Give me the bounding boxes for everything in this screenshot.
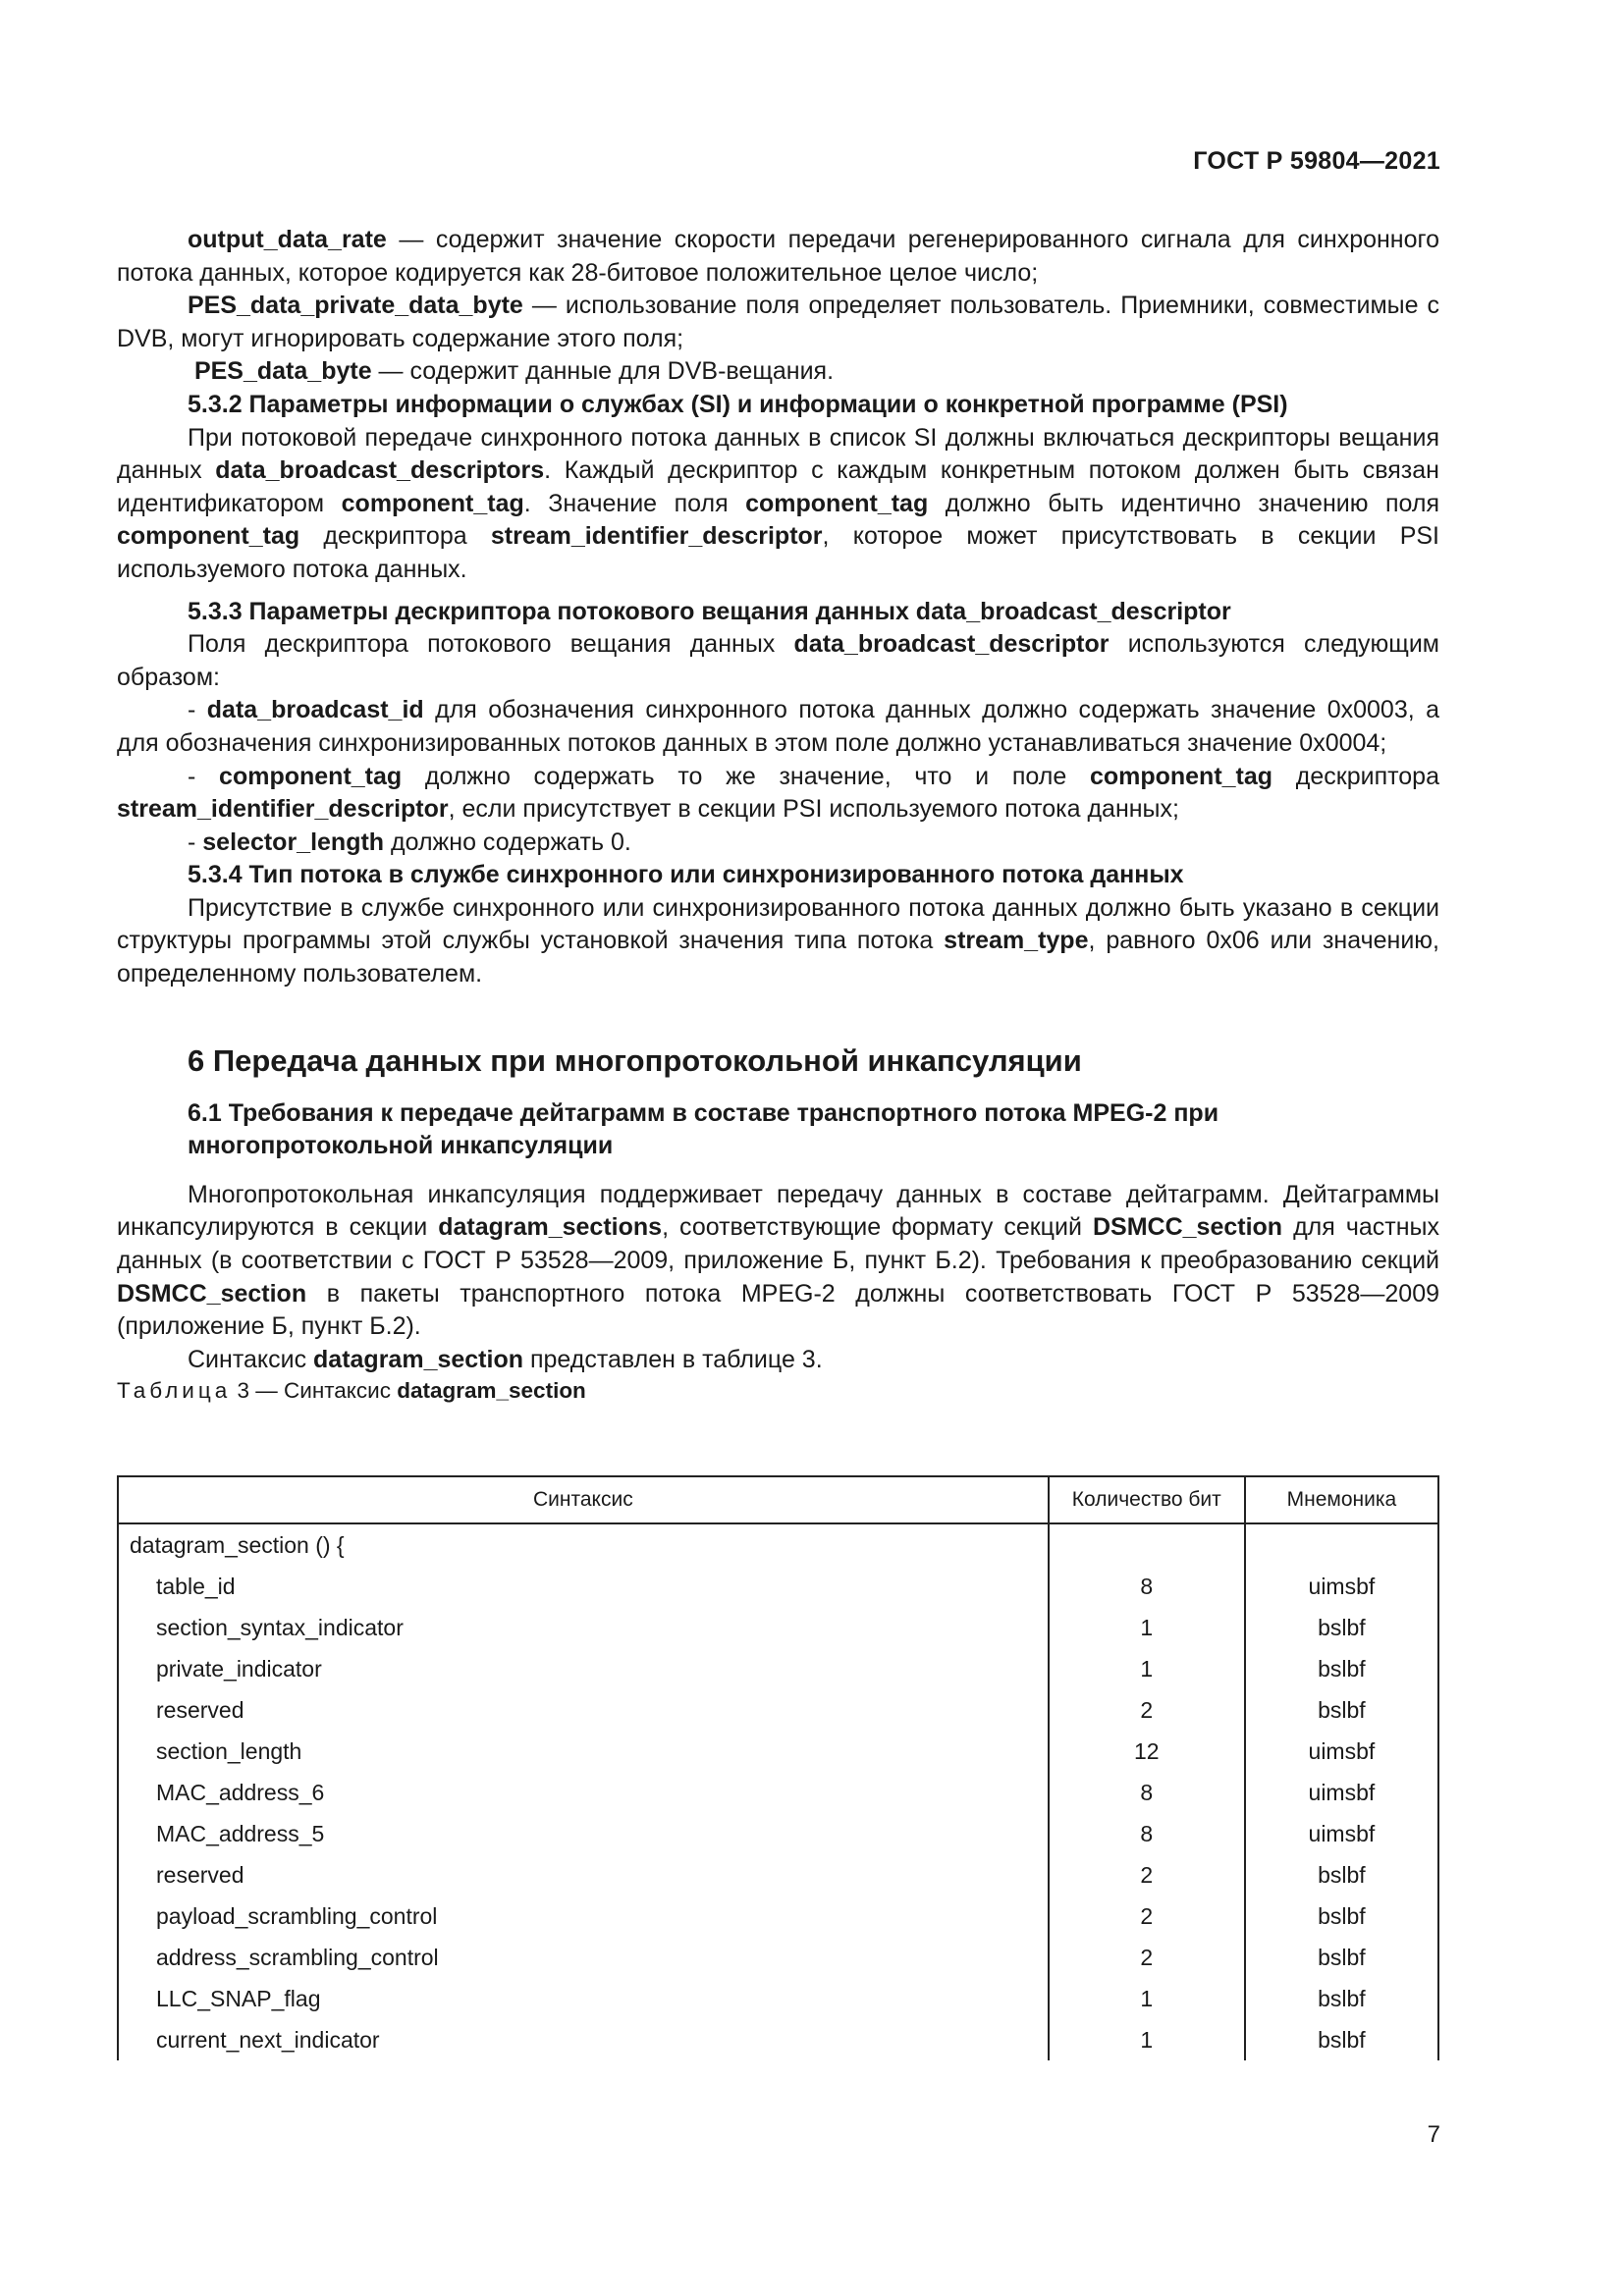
mnemonic-cell: bslbf (1245, 1937, 1438, 1978)
mnemonic-cell (1245, 1523, 1438, 1566)
bits-cell: 1 (1049, 2019, 1245, 2060)
table-row (118, 2019, 1438, 2060)
paragraph-pes-private (117, 290, 1439, 355)
col-header-syntax: Синтаксис (118, 1476, 1049, 1523)
mnemonic-cell: bslbf (1245, 1896, 1438, 1937)
term: PES_data_byte (193, 357, 372, 386)
bits-cell: 8 (1049, 1772, 1245, 1813)
mnemonic-cell: uimsbf (1245, 1731, 1438, 1772)
mnemonic-cell: uimsbf (1245, 1566, 1438, 1607)
heading-5-3-2: 5.3.2 Параметры информации о службах (SI) и информации о конкретной программе (PSI) (188, 390, 1288, 418)
syntax-cell: MAC_address_5 (118, 1813, 1049, 1854)
paragraph-5-3-2: При потоковой передаче синхронного потока данных в список SI должны включаться дескрипторы вещания данных data_broadcast_descriptors. Каждый дескриптор с каждым конкретным потоком должен быть связан идентификатором component_tag. Значение поля component_tag должно быть идентично значению поля component_tag дескриптора stream_identifier_descriptor, которое может присутствовать в секции PSI используемого потока данных. (117, 423, 1439, 583)
syntax-cell: MAC_address_6 (118, 1772, 1049, 1813)
syntax-cell: address_scrambling_control (118, 1937, 1049, 1978)
list-item-component-tag: - component_tag должно содержать то же значение, что и поле component_tag дескриптора stream_identifier_descriptor, если присутствует в секции PSI используемого потока данных; (117, 762, 1439, 824)
bits-cell: 2 (1049, 1937, 1245, 1978)
syntax-cell: current_next_indicator (118, 2019, 1049, 2060)
term: PES_data_private_data_byte (188, 292, 523, 320)
table-row (118, 1937, 1438, 1978)
table-row (118, 1772, 1438, 1813)
paragraph-syntax-ref: Синтаксис datagram_section представлен в таблице 3. (188, 1345, 823, 1373)
paragraph-pes-data-byte (117, 355, 1439, 389)
mnemonic-cell: bslbf (1245, 1607, 1438, 1648)
paragraph-6-1: Многопротокольная инкапсуляция поддерживает передачу данных в составе дейтаграмм. Дейтаграммы инкапсулируются в секции datagram_sections, соответствующие формату секций DSMCC_section для частных данных (в соответствии с ГОСТ Р 53528—2009, приложение Б, пункт Б.2). Требования к преобразованию секций DSMCC_section в пакеты транспортного потока MPEG-2 должны соответствовать ГОСТ Р 53528—2009 (приложение Б, пункт Б.2). (117, 1180, 1439, 1341)
syntax-cell: payload_scrambling_control (118, 1896, 1049, 1937)
list-item-data-broadcast-id: - data_broadcast_id для обозначения синхронного потока данных должно содержать значение 0x0003, а для обозначения синхронизированных потоков данных в этом поле должно устанавливаться значение 0x0004; (117, 696, 1440, 757)
standard-header: ГОСТ Р 59804—2021 (1193, 147, 1440, 175)
bits-cell: 1 (1049, 1978, 1245, 2019)
table-row (118, 1689, 1438, 1731)
syntax-cell: private_indicator (118, 1648, 1049, 1689)
mnemonic-cell: bslbf (1245, 1689, 1438, 1731)
paragraph-output-data-rate (117, 224, 1439, 290)
mnemonic-cell: bslbf (1245, 1854, 1438, 1896)
paragraph-5-3-4: Присутствие в службе синхронного или синхронизированного потока данных должно быть указано в секции структуры программы этой службы установкой значения типа потока stream_type, равного 0x06 или значению, определенному пользователем. (117, 893, 1439, 988)
bits-cell: 1 (1049, 1648, 1245, 1689)
bits-cell: 2 (1049, 1854, 1245, 1896)
heading-5-3-4: 5.3.4 Тип потока в службе синхронного или синхронизированного потока данных (188, 861, 1184, 889)
syntax-table (117, 1475, 1439, 2060)
document-body (117, 224, 1439, 1406)
mnemonic-cell: uimsbf (1245, 1813, 1438, 1854)
table-header-row (118, 1476, 1438, 1523)
col-header-bits: Количество бит (1049, 1476, 1245, 1523)
mnemonic-cell: bslbf (1245, 2019, 1438, 2060)
col-header-mnemonic: Мнемоника (1245, 1476, 1438, 1523)
mnemonic-cell: uimsbf (1245, 1772, 1438, 1813)
term: output_data_rate (188, 226, 387, 253)
syntax-cell: reserved (118, 1689, 1049, 1731)
paragraph-text: — содержит значение скорости передачи регенерированного сигнала для синхронного потока данных, которое кодируется как 28-битовое положительное целое число; (117, 226, 1439, 287)
bits-cell: 12 (1049, 1731, 1245, 1772)
table-row (118, 1978, 1438, 2019)
bits-cell: 2 (1049, 1689, 1245, 1731)
table-row (118, 1607, 1438, 1648)
bits-cell: 8 (1049, 1813, 1245, 1854)
bits-cell: 8 (1049, 1566, 1245, 1607)
table-caption: Таблица 3 — Синтаксис datagram_section (117, 1378, 586, 1404)
table-row (118, 1896, 1438, 1937)
section-6-title: 6 Передача данных при многопротокольной инкапсуляции (188, 1042, 1082, 1078)
paragraph-text: — содержит данные для DVB-вещания. (371, 357, 835, 386)
table-row (118, 1566, 1438, 1607)
syntax-cell: table_id (118, 1566, 1049, 1607)
table-row (118, 1731, 1438, 1772)
page-number: 7 (1427, 2121, 1440, 2148)
paragraph-text: — использование поля определяет пользователь. Приемники, совместимые с DVB, могут игнорировать содержание этого поля; (117, 292, 1439, 352)
bits-cell (1049, 1523, 1245, 1566)
heading-5-3-3: 5.3.3 Параметры дескриптора потокового вещания данных data_broadcast_descriptor (188, 597, 1231, 625)
bits-cell: 2 (1049, 1896, 1245, 1937)
syntax-cell: datagram_section () { (118, 1523, 1049, 1566)
table-row-open (118, 1523, 1438, 1566)
paragraph-5-3-3: Поля дескриптора потокового вещания данных data_broadcast_descriptor используются следующим образом: (117, 630, 1439, 691)
table-row (118, 1648, 1438, 1689)
bits-cell: 1 (1049, 1607, 1245, 1648)
table-row (118, 1813, 1438, 1854)
table-row (118, 1854, 1438, 1896)
syntax-cell: reserved (118, 1854, 1049, 1896)
subsection-6-1-title: 6.1 Требования к передаче дейтаграмм в составе транспортного потока MPEG-2 при многопротокольной инкапсуляции (188, 1098, 1219, 1160)
syntax-cell: section_length (118, 1731, 1049, 1772)
mnemonic-cell: bslbf (1245, 1648, 1438, 1689)
mnemonic-cell: bslbf (1245, 1978, 1438, 2019)
list-item-selector-length: - selector_length должно содержать 0. (188, 828, 631, 856)
syntax-cell: LLC_SNAP_flag (118, 1978, 1049, 2019)
syntax-cell: section_syntax_indicator (118, 1607, 1049, 1648)
